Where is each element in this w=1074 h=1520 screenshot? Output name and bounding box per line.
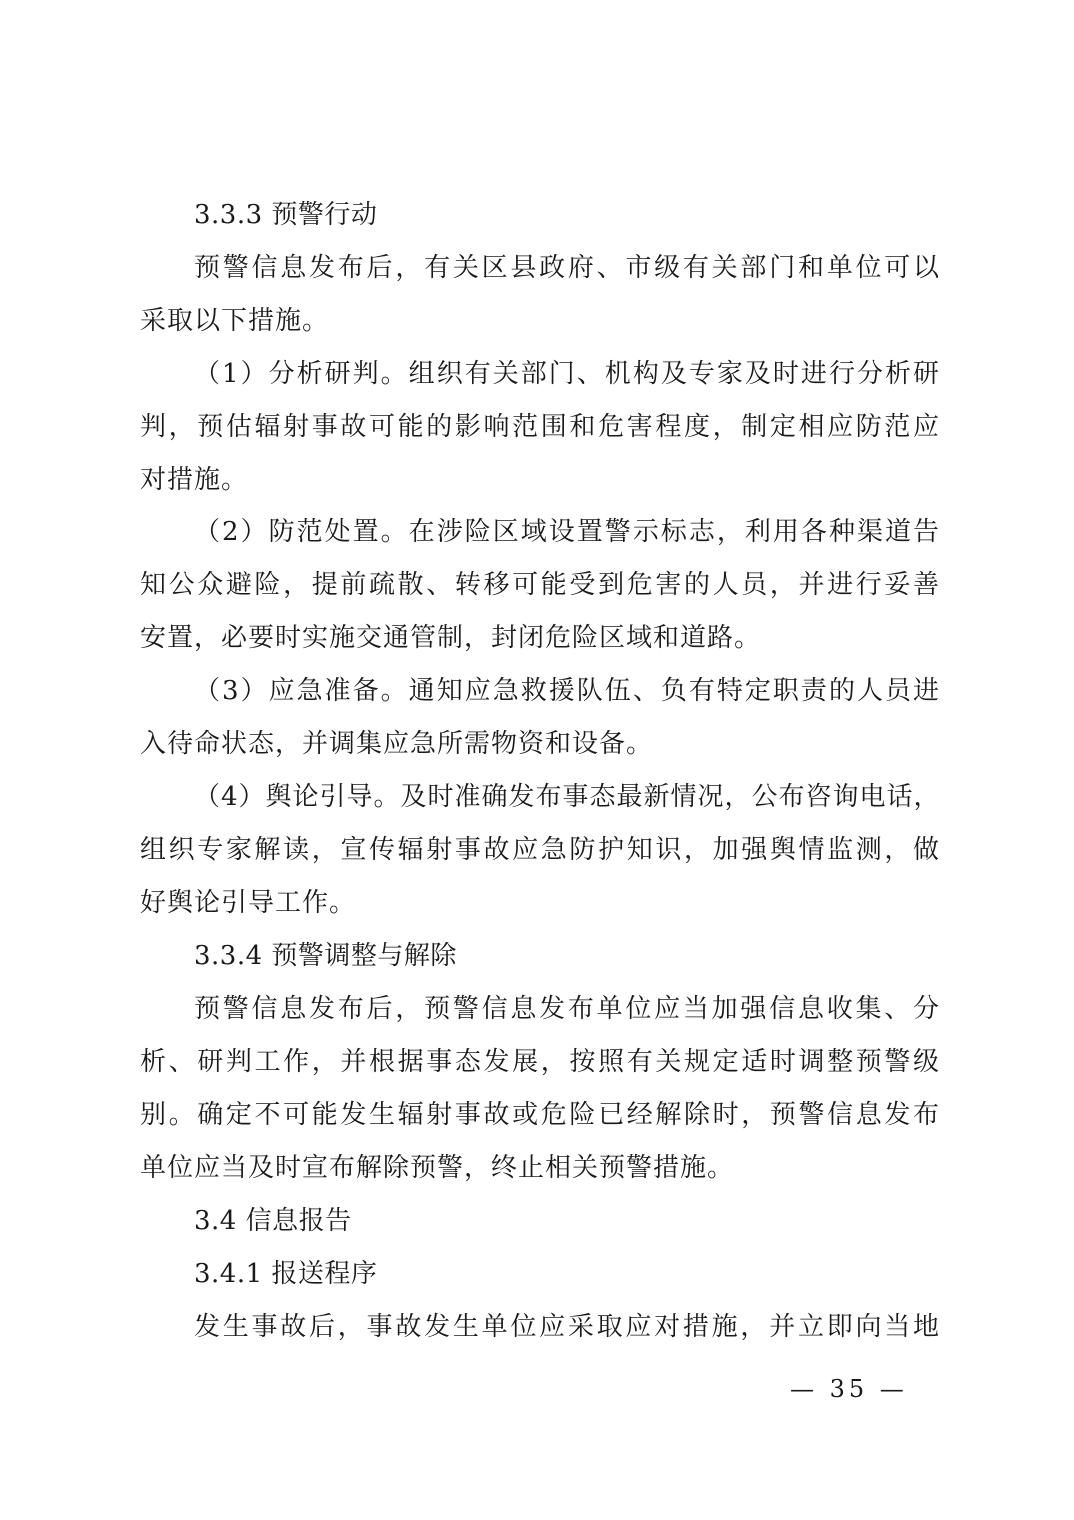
- paragraph-line: 知公众避险，提前疏散、转移可能受到危害的人员，并进行妥善: [140, 570, 940, 600]
- paragraph-line: 入待命状态，并调集应急所需物资和设备。: [140, 729, 654, 759]
- paragraph-line: 预警信息发布后，有关区县政府、市级有关部门和单位可以: [194, 253, 940, 283]
- paragraph-line: 发生事故后，事故发生单位应采取应对措施，并立即向当地: [194, 1312, 940, 1342]
- paragraph-line: 预警信息发布后，预警信息发布单位应当加强信息收集、分: [194, 994, 940, 1024]
- paragraph-line: 好舆论引导工作。: [140, 888, 357, 918]
- page-number: — 35 —: [790, 1375, 908, 1403]
- section-heading-3-3-4: 3.3.4 预警调整与解除: [194, 941, 457, 971]
- paragraph-line: 安置，必要时实施交通管制，封闭危险区域和道路。: [140, 623, 762, 653]
- section-heading-3-4-1: 3.4.1 报送程序: [194, 1259, 378, 1289]
- paragraph-line: （2）防范处置。在涉险区域设置警示标志，利用各种渠道告: [194, 517, 940, 547]
- paragraph-line: 对措施。: [140, 465, 249, 495]
- paragraph-line: 组织专家解读，宣传辐射事故应急防护知识，加强舆情监测，做: [140, 835, 940, 865]
- section-heading-3-4: 3.4 信息报告: [194, 1206, 352, 1236]
- section-heading-3-3-3: 3.3.3 预警行动: [194, 200, 378, 230]
- paragraph-line: （3）应急准备。通知应急救援队伍、负有特定职责的人员进: [194, 676, 940, 706]
- paragraph-line: 析、研判工作，并根据事态发展，按照有关规定适时调整预警级: [140, 1047, 940, 1077]
- paragraph-line: 采取以下措施。: [140, 306, 330, 336]
- paragraph-line: （4）舆论引导。及时准确发布事态最新情况，公布咨询电话，: [194, 782, 941, 812]
- paragraph-line: 判，预估辐射事故可能的影响范围和危害程度，制定相应防范应: [140, 412, 940, 442]
- paragraph-line: （1）分析研判。组织有关部门、机构及专家及时进行分析研: [194, 359, 940, 389]
- paragraph-line: 别。确定不可能发生辐射事故或危险已经解除时，预警信息发布: [140, 1100, 940, 1130]
- paragraph-line: 单位应当及时宣布解除预警，终止相关预警措施。: [140, 1153, 735, 1183]
